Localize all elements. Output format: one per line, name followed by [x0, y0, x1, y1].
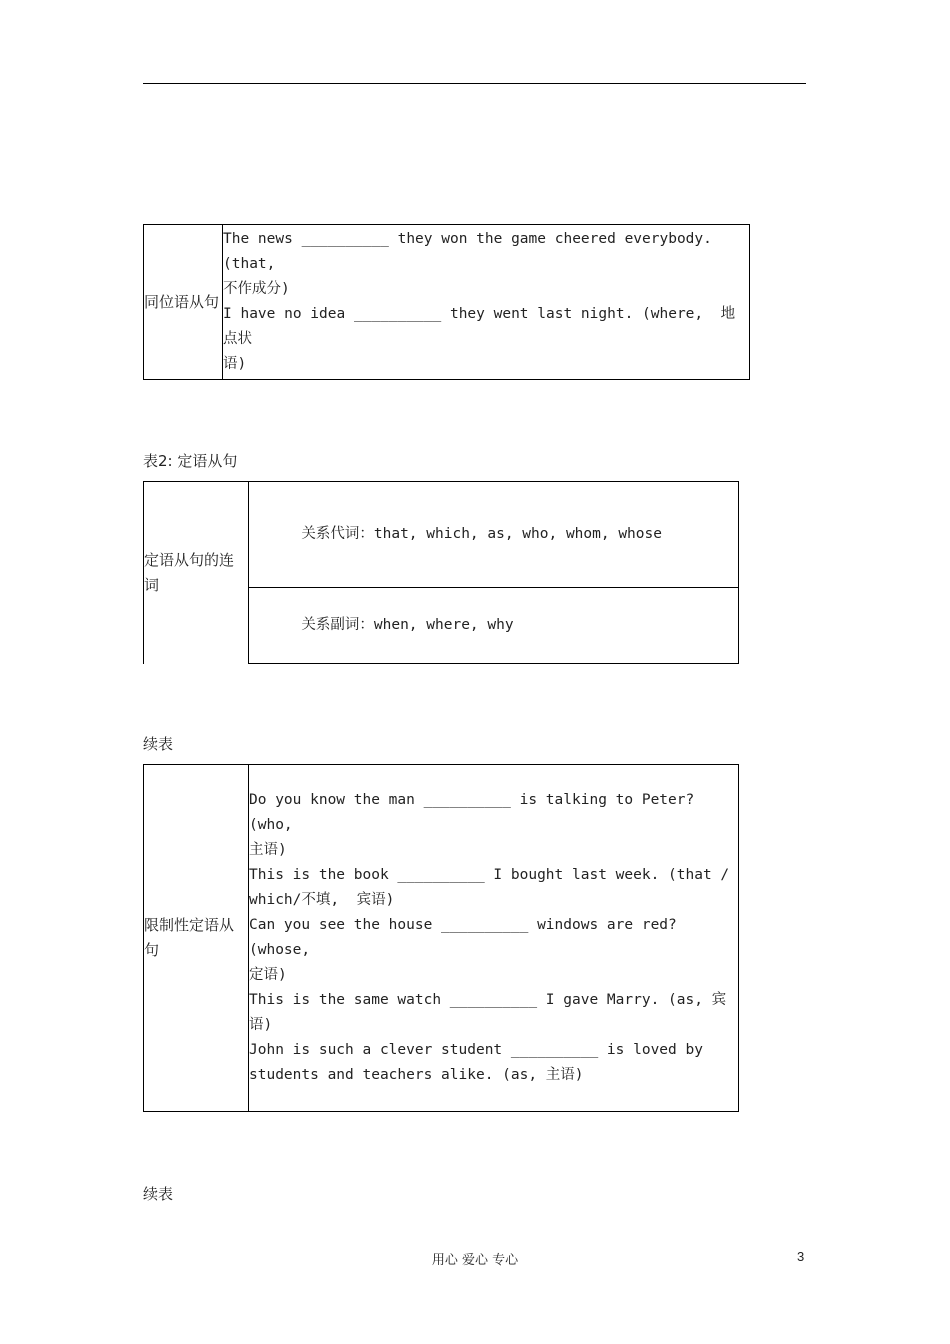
restrictive-label: 限制性定语从句: [144, 916, 235, 959]
table4-caption: 续表: [143, 1185, 174, 1203]
table3-caption: 续表: [143, 735, 174, 753]
restrictive-clause-table: [143, 764, 739, 1112]
example-line: The news __________ they won the game cheered everybody. (that,: [223, 231, 721, 272]
connectives-label: 定语从句的连词: [144, 550, 235, 594]
restrictive-examples-cell: [249, 765, 739, 1112]
example-line: This is the same watch __________ I gave Marry. (as, 宾语): [249, 992, 727, 1033]
example-line: 定语): [249, 967, 287, 983]
attributive-connectives-table: [143, 481, 739, 664]
table2-caption: 表2: 定语从句: [143, 452, 238, 470]
example-line: John is such a clever student __________ is loved by: [249, 1042, 703, 1058]
example-line: I have no idea __________ they went last night. (where, 地点状: [223, 306, 736, 347]
relative-pronouns: 关系代词：that, which, as, who, whom, whose: [301, 526, 662, 542]
page-footer: 用心 爱心 专心: [431, 1253, 519, 1268]
appositive-label: 同位语从句: [144, 292, 220, 311]
connectives-label-cell: [144, 482, 249, 664]
appositive-examples-cell: [223, 225, 750, 380]
header-rule: [143, 83, 806, 84]
appositive-clause-table: [143, 224, 750, 380]
example-line: Can you see the house __________ windows are red? (whose,: [249, 917, 686, 958]
page-number: 3: [797, 1249, 805, 1264]
example-line: This is the book __________ I bought last week. (that /: [249, 867, 730, 883]
restrictive-label-cell: [144, 765, 249, 1112]
example-line: Do you know the man __________ is talking to Peter? (who,: [249, 792, 703, 833]
example-line: which/不填, 宾语): [249, 892, 395, 908]
relative-pronouns-cell: [249, 482, 739, 588]
appositive-label-cell: [144, 225, 223, 380]
example-line: students and teachers alike. (as, 主语): [249, 1067, 584, 1083]
example-line: 主语): [249, 842, 287, 858]
example-line: 不作成分): [223, 281, 290, 297]
example-line: 语): [223, 356, 247, 372]
relative-adverbs: 关系副词：when, where, why: [301, 617, 514, 633]
relative-adverbs-cell: [249, 588, 739, 664]
